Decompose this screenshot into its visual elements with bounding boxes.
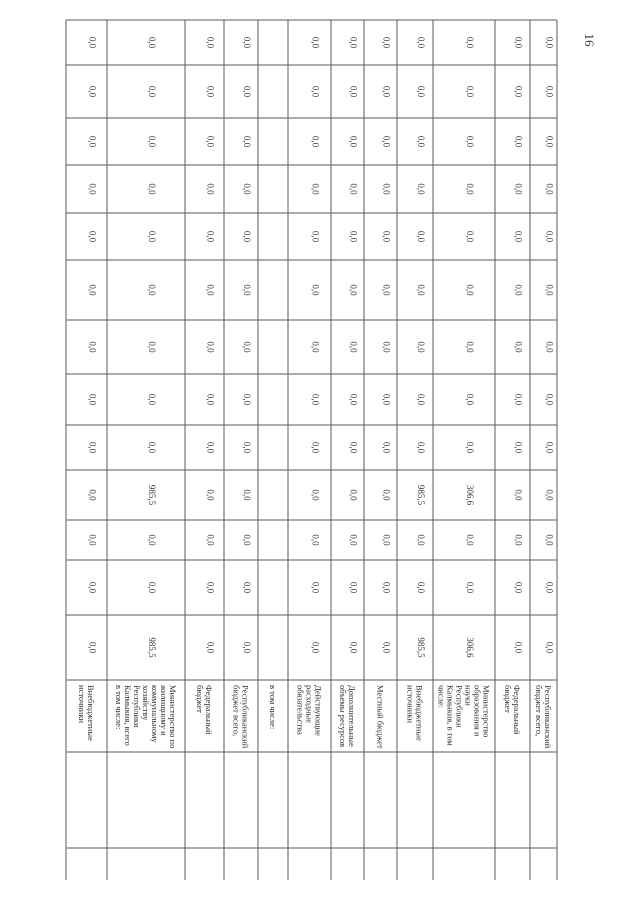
table-cell-value: 0,0 [465,581,475,594]
table-cell-value: 0,0 [310,581,321,594]
table-cell-value: 0,0 [381,489,392,501]
row-label: Федеральныйбюджет [503,685,522,735]
table-cell-value: 0,0 [416,230,426,243]
table-cell-value: 0,0 [465,135,475,148]
table-cell-value: 0,0 [348,36,359,49]
table-cell-value: 0,0 [465,183,475,195]
table-cell-value: 985,5 [147,484,157,506]
row-label: Министерство пожилищному икоммунальномухозяйствуРеспубликиКалмыкия, всегов том числе: [114,685,178,749]
table-cell-value: 0,0 [513,441,524,454]
table-cell-value: 0,0 [87,284,98,296]
table-cell-value: 0,0 [205,641,216,654]
table-cell-value: 0,0 [381,441,392,454]
table-cell-value: 0,0 [381,85,392,98]
row-label: Республиканскийбюджет всего, [231,685,251,749]
table-cell-value: 306,6 [465,637,475,658]
table-cell-value: 0,0 [87,534,98,546]
table-cell-value: 0,0 [147,534,157,546]
table-cell-value: 985,5 [416,484,426,506]
table-cell-value: 0,0 [310,284,321,296]
table-cell-value: 0,0 [310,230,321,243]
table-cell-value: 0,0 [348,393,359,406]
table-cell-value: 0,0 [544,135,555,148]
table-cell-value: 0,0 [242,230,252,243]
table-cell-value: 0,0 [242,341,252,353]
table-cell-value: 0,0 [381,230,392,243]
table-cell-value: 0,0 [147,284,157,296]
table-cell-value: 0,0 [513,489,524,501]
row-label: Действующиерасходныеобязательства [295,685,324,736]
table-cell-value: 0,0 [147,341,157,353]
table-cell-value: 0,0 [348,489,359,501]
table-cell-value: 0,0 [348,534,359,546]
table-cell-value: 0,0 [544,183,555,195]
table-cell-value: 0,0 [242,393,252,406]
table-cell-value: 0,0 [147,441,157,454]
table-cell-value: 0,0 [513,85,524,98]
table-cell-value: 0,0 [544,489,555,501]
table-cell-value: 0,0 [381,341,392,353]
table-cell-value: 0,0 [87,135,98,148]
table-cell-value: 0,0 [205,393,216,406]
row-label: Федеральныйбюджет [195,685,214,735]
table-cell-value: 0,0 [87,489,98,501]
table-cell-value: 0,0 [348,183,359,195]
table-cell-value: 0,0 [87,183,98,195]
table-cell-value: 0,0 [513,183,524,195]
table-cell-value: 0,0 [348,581,359,594]
table-cell-value: 0,0 [205,489,216,501]
table-cell-value: 0,0 [513,341,524,353]
table-cell-value: 0,0 [465,36,475,49]
table-cell-value: 0,0 [544,581,555,594]
table-cell-value: 0,0 [544,641,555,654]
table-cell-value: 0,0 [381,581,392,594]
table-cell-value: 0,0 [465,534,475,546]
row-label: Республиканскийбюджет всего, [534,685,553,749]
table-cell-value: 0,0 [242,36,252,49]
table-cell-value: 0,0 [416,183,426,195]
table-cell-value: 0,0 [465,441,475,454]
table-cell-value: 0,0 [381,641,392,654]
table-cell-value: 0,0 [242,441,252,454]
row-label: Внебюджетныеисточники [405,685,425,741]
table-cell-value: 0,0 [205,183,216,195]
table-cell-value: 0,0 [513,641,524,654]
table-cell-value: 0,0 [310,85,321,98]
table-cell-value: 985,5 [147,637,157,658]
table-cell-value: 0,0 [381,36,392,49]
table-cell-value: 0,0 [87,230,98,243]
table-cell-value: 0,0 [147,36,157,49]
table-cell-value: 0,0 [513,135,524,148]
table-cell-value: 0,0 [381,534,392,546]
table-cell-value: 0,0 [381,135,392,148]
table-cell-value: 0,0 [465,85,475,98]
table-cell-value: 0,0 [242,135,252,148]
table-cell-value: 0,0 [465,393,475,406]
table-cell-value: 0,0 [205,581,216,594]
table-cell-value: 0,0 [87,85,98,98]
table-cell-value: 0,0 [348,641,359,654]
table-cell-value: 0,0 [416,85,426,98]
table-cell-value: 0,0 [147,393,157,406]
table-cell-value: 0,0 [544,534,555,546]
table-cell-value: 0,0 [310,489,321,501]
table-cell-value: 0,0 [205,341,216,353]
table-cell-value: 0,0 [147,581,157,594]
table-cell-value: 0,0 [416,341,426,353]
table-cell-value: 0,0 [416,36,426,49]
table-cell-value: 0,0 [87,581,98,594]
table-cell-value: 985,5 [416,637,426,658]
table-cell-value: 0,0 [310,393,321,406]
table-cell-value: 0,0 [416,393,426,406]
table-cell-value: 0,0 [242,489,252,501]
table-cell-value: 0,0 [310,534,321,546]
row-label: Дополнительныеобъемы ресурсов [338,685,357,748]
table-cell-value: 0,0 [465,341,475,353]
table-values [88,37,555,658]
table-cell-value: 0,0 [87,341,98,353]
table-cell-value: 0,0 [544,36,555,49]
table-cell-value: 0,0 [348,230,359,243]
table-cell-value: 0,0 [348,441,359,454]
table-cell-value: 0,0 [87,441,98,454]
row-label: Местный бюджет [375,685,386,749]
table-cell-value: 0,0 [205,85,216,98]
table-cell-value: 0,0 [310,183,321,195]
table-cell-value: 0,0 [513,393,524,406]
table-cell-value: 0,0 [310,36,321,49]
table-cell-value: 0,0 [205,441,216,454]
table-cell-value: 0,0 [381,183,392,195]
table-cell-value: 0,0 [242,284,252,296]
table-cell-value: 0,0 [513,284,524,296]
table-cell-value: 0,0 [416,534,426,546]
table-cell-value: 0,0 [416,135,426,148]
table-cell-value: 0,0 [242,581,252,594]
table-cell-value: 0,0 [205,534,216,546]
table-cell-value: 0,0 [205,36,216,49]
table-cell-value: 0,0 [416,581,426,594]
table-cell-value: 0,0 [544,85,555,98]
table-cell-value: 0,0 [513,230,524,243]
table-cell-value: 0,0 [242,85,252,98]
row-label: Министерствообразования инаукиРеспубликиКалмыкия, в томчисле: [436,685,492,746]
table-cell-value: 0,0 [513,534,524,546]
table-cell-value: 0,0 [544,230,555,243]
row-labels [77,684,553,749]
table-cell-value: 0,0 [87,36,98,49]
table-cell-value: 0,0 [205,230,216,243]
table-cell-value: 0,0 [513,581,524,594]
table-cell-value: 0,0 [381,393,392,406]
table-cell-value: 0,0 [147,85,157,98]
table-cell-value: 0,0 [348,284,359,296]
table-cell-value: 0,0 [348,85,359,98]
table-cell-value: 0,0 [87,393,98,406]
table-cell-value: 0,0 [544,284,555,296]
table-cell-value: 0,0 [544,441,555,454]
table-cell-value: 0,0 [544,393,555,406]
table-cell-value: 0,0 [416,284,426,296]
table-cell-value: 0,0 [310,135,321,148]
table-cell-value: 0,0 [416,441,426,454]
table-cell-value: 0,0 [310,341,321,353]
table-cell-value: 0,0 [310,441,321,454]
table-cell-value: 0,0 [242,534,252,546]
row-label: в том числе: [268,685,278,730]
page-number: 16 [582,33,597,47]
table-cell-value: 0,0 [310,641,321,654]
table-cell-value: 0,0 [242,183,252,195]
table-cell-value: 0,0 [348,341,359,353]
table-cell-value: 0,0 [147,230,157,243]
table-cell-value: 0,0 [147,135,157,148]
table-cell-value: 0,0 [381,284,392,296]
table-cell-value: 0,0 [205,284,216,296]
row-label: Внебюджетныеисточники [77,685,96,741]
table-cell-value: 0,0 [465,230,475,243]
table-cell-value: 0,0 [348,135,359,148]
table-cell-value: 0,0 [242,641,252,654]
table-cell-value: 0,0 [87,641,98,654]
table-cell-value: 0,0 [544,341,555,353]
table-cell-value: 0,0 [465,284,475,296]
table-cell-value: 0,0 [147,183,157,195]
table-cell-value: 0,0 [205,135,216,148]
table-cell-value: 0,0 [513,36,524,49]
table-cell-value: 306,6 [465,484,475,506]
